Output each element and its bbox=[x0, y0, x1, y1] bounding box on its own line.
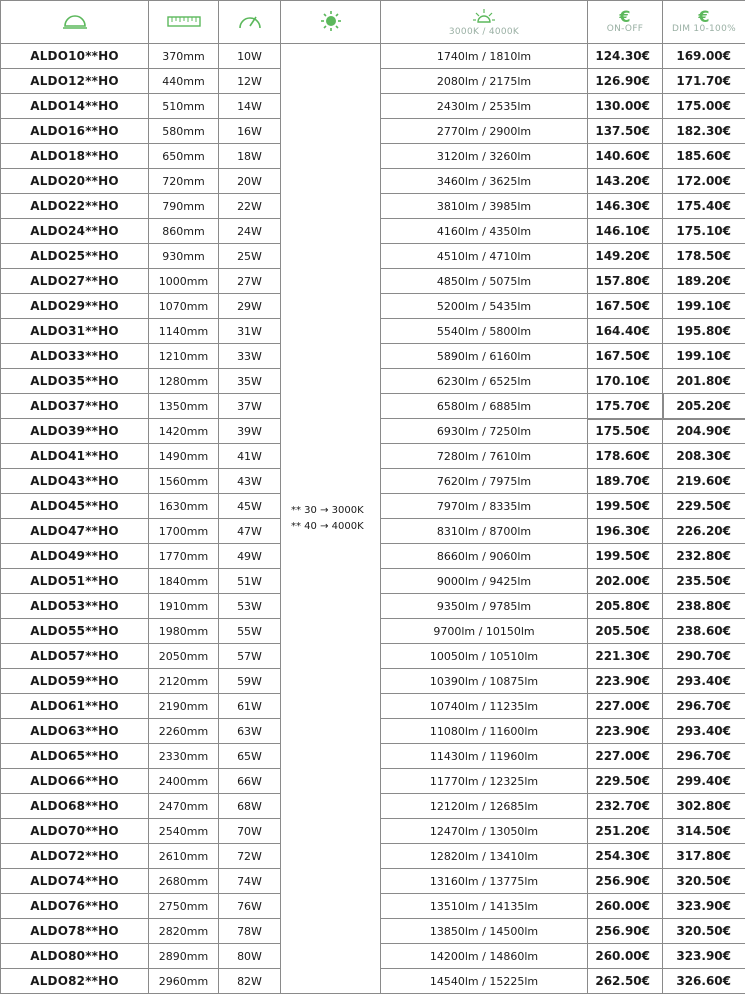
onoff-price-cell: 167.50€ bbox=[588, 344, 663, 369]
onoff-price-cell: 199.50€ bbox=[588, 494, 663, 519]
lumen-cell: 9350lm / 9785lm bbox=[381, 594, 588, 619]
onoff-price-cell: 146.30€ bbox=[588, 194, 663, 219]
header-row bbox=[1, 1, 745, 44]
onoff-price-cell: 223.90€ bbox=[588, 719, 663, 744]
model-cell: ALDO45**HO bbox=[1, 494, 149, 519]
model-cell: ALDO47**HO bbox=[1, 519, 149, 544]
table-body bbox=[1, 44, 745, 994]
model-cell: ALDO43**HO bbox=[1, 469, 149, 494]
length-cell: 1280mm bbox=[149, 369, 219, 394]
length-cell: 1210mm bbox=[149, 344, 219, 369]
length-cell: 1350mm bbox=[149, 394, 219, 419]
lumen-header bbox=[381, 1, 588, 44]
lumen-cell: 8310lm / 8700lm bbox=[381, 519, 588, 544]
dim-header bbox=[663, 1, 745, 44]
power-cell: 59W bbox=[219, 669, 281, 694]
model-cell: ALDO57**HO bbox=[1, 644, 149, 669]
dim-price-cell: 232.80€ bbox=[663, 544, 745, 569]
temperature-note-line: ** 30 → 3000K bbox=[281, 503, 380, 519]
model-cell: ALDO49**HO bbox=[1, 544, 149, 569]
model-cell: ALDO63**HO bbox=[1, 719, 149, 744]
onoff-price-cell: 130.00€ bbox=[588, 94, 663, 119]
dim-price-cell: 314.50€ bbox=[663, 819, 745, 844]
model-cell: ALDO25**HO bbox=[1, 244, 149, 269]
lumen-cell: 9000lm / 9425lm bbox=[381, 569, 588, 594]
length-cell: 790mm bbox=[149, 194, 219, 219]
onoff-price-cell: 164.40€ bbox=[588, 319, 663, 344]
lumen-cell: 5540lm / 5800lm bbox=[381, 319, 588, 344]
dim-price-cell: 317.80€ bbox=[663, 844, 745, 869]
sun-rays-icon bbox=[471, 8, 497, 24]
length-cell: 1630mm bbox=[149, 494, 219, 519]
onoff-price-cell: 140.60€ bbox=[588, 144, 663, 169]
power-cell: 33W bbox=[219, 344, 281, 369]
onoff-price-cell: 167.50€ bbox=[588, 294, 663, 319]
onoff-price-cell: 137.50€ bbox=[588, 119, 663, 144]
lumen-cell: 11430lm / 11960lm bbox=[381, 744, 588, 769]
onoff-price-cell: 229.50€ bbox=[588, 769, 663, 794]
lumen-cell: 13850lm / 14500lm bbox=[381, 919, 588, 944]
model-cell: ALDO18**HO bbox=[1, 144, 149, 169]
power-cell: 72W bbox=[219, 844, 281, 869]
power-cell: 76W bbox=[219, 894, 281, 919]
length-cell: 2540mm bbox=[149, 819, 219, 844]
onoff-price-cell: 149.20€ bbox=[588, 244, 663, 269]
onoff-price-cell: 146.10€ bbox=[588, 219, 663, 244]
length-cell: 1000mm bbox=[149, 269, 219, 294]
model-cell: ALDO80**HO bbox=[1, 944, 149, 969]
dim-price-cell: 293.40€ bbox=[663, 669, 745, 694]
length-cell: 2610mm bbox=[149, 844, 219, 869]
length-cell: 2820mm bbox=[149, 919, 219, 944]
onoff-price-cell: 196.30€ bbox=[588, 519, 663, 544]
lumen-cell: 5200lm / 5435lm bbox=[381, 294, 588, 319]
length-cell: 2680mm bbox=[149, 869, 219, 894]
lumen-cell: 10390lm / 10875lm bbox=[381, 669, 588, 694]
model-cell: ALDO66**HO bbox=[1, 769, 149, 794]
power-cell: 22W bbox=[219, 194, 281, 219]
power-cell: 39W bbox=[219, 419, 281, 444]
onoff-price-cell: 126.90€ bbox=[588, 69, 663, 94]
lumen-cell: 6930lm / 7250lm bbox=[381, 419, 588, 444]
lumen-cell: 7280lm / 7610lm bbox=[381, 444, 588, 469]
dim-price-cell: 182.30€ bbox=[663, 119, 745, 144]
model-cell: ALDO24**HO bbox=[1, 219, 149, 244]
dim-price-cell: 185.60€ bbox=[663, 144, 745, 169]
temperature-header bbox=[281, 1, 381, 44]
length-cell: 510mm bbox=[149, 94, 219, 119]
model-cell: ALDO82**HO bbox=[1, 969, 149, 994]
model-cell: ALDO74**HO bbox=[1, 869, 149, 894]
length-cell: 1560mm bbox=[149, 469, 219, 494]
model-cell: ALDO61**HO bbox=[1, 694, 149, 719]
onoff-price-cell: 221.30€ bbox=[588, 644, 663, 669]
gauge-icon bbox=[237, 11, 263, 31]
model-cell: ALDO27**HO bbox=[1, 269, 149, 294]
model-cell: ALDO51**HO bbox=[1, 569, 149, 594]
power-cell: 45W bbox=[219, 494, 281, 519]
onoff-price-cell: 178.60€ bbox=[588, 444, 663, 469]
onoff-price-cell: 205.80€ bbox=[588, 594, 663, 619]
power-cell: 31W bbox=[219, 319, 281, 344]
lumen-cell: 9700lm / 10150lm bbox=[381, 619, 588, 644]
lumen-cell: 12820lm / 13410lm bbox=[381, 844, 588, 869]
model-cell: ALDO31**HO bbox=[1, 319, 149, 344]
dim-price-cell: 226.20€ bbox=[663, 519, 745, 544]
length-cell: 1070mm bbox=[149, 294, 219, 319]
length-cell: 1140mm bbox=[149, 319, 219, 344]
power-cell: 24W bbox=[219, 219, 281, 244]
onoff-price-cell: 262.50€ bbox=[588, 969, 663, 994]
dim-price-cell: 195.80€ bbox=[663, 319, 745, 344]
lumen-header-label: 3000K / 4000K bbox=[381, 27, 587, 37]
power-cell: 25W bbox=[219, 244, 281, 269]
model-cell: ALDO41**HO bbox=[1, 444, 149, 469]
onoff-price-cell: 202.00€ bbox=[588, 569, 663, 594]
dim-price-cell: 205.20€ bbox=[663, 394, 745, 419]
power-cell: 35W bbox=[219, 369, 281, 394]
model-cell: ALDO70**HO bbox=[1, 819, 149, 844]
length-cell: 2050mm bbox=[149, 644, 219, 669]
power-cell: 82W bbox=[219, 969, 281, 994]
dim-price-cell: 235.50€ bbox=[663, 569, 745, 594]
temperature-note-line: ** 40 → 4000K bbox=[281, 519, 380, 535]
length-cell: 1700mm bbox=[149, 519, 219, 544]
onoff-price-cell: 227.00€ bbox=[588, 744, 663, 769]
onoff-price-cell: 256.90€ bbox=[588, 919, 663, 944]
power-header bbox=[219, 1, 281, 44]
dim-price-cell: 169.00€ bbox=[663, 44, 745, 69]
dim-price-cell: 290.70€ bbox=[663, 644, 745, 669]
dim-price-cell: 323.90€ bbox=[663, 944, 745, 969]
model-cell: ALDO29**HO bbox=[1, 294, 149, 319]
dim-price-cell: 293.40€ bbox=[663, 719, 745, 744]
lumen-cell: 6230lm / 6525lm bbox=[381, 369, 588, 394]
power-cell: 70W bbox=[219, 819, 281, 844]
onoff-price-cell: 175.70€ bbox=[588, 394, 663, 419]
onoff-price-cell: 157.80€ bbox=[588, 269, 663, 294]
power-cell: 41W bbox=[219, 444, 281, 469]
length-cell: 440mm bbox=[149, 69, 219, 94]
power-cell: 65W bbox=[219, 744, 281, 769]
table-row bbox=[1, 44, 745, 69]
dim-price-cell: 219.60€ bbox=[663, 469, 745, 494]
model-cell: ALDO22**HO bbox=[1, 194, 149, 219]
lumen-cell: 13160lm / 13775lm bbox=[381, 869, 588, 894]
model-cell: ALDO35**HO bbox=[1, 369, 149, 394]
lumen-cell: 14200lm / 14860lm bbox=[381, 944, 588, 969]
model-cell: ALDO37**HO bbox=[1, 394, 149, 419]
length-cell: 2890mm bbox=[149, 944, 219, 969]
lumen-cell: 4510lm / 4710lm bbox=[381, 244, 588, 269]
lumen-cell: 8660lm / 9060lm bbox=[381, 544, 588, 569]
model-cell: ALDO59**HO bbox=[1, 669, 149, 694]
dim-header-label: DIM 10-100% bbox=[663, 24, 745, 34]
power-cell: 74W bbox=[219, 869, 281, 894]
power-cell: 20W bbox=[219, 169, 281, 194]
onoff-price-cell: 189.70€ bbox=[588, 469, 663, 494]
onoff-price-cell: 256.90€ bbox=[588, 869, 663, 894]
model-cell: ALDO10**HO bbox=[1, 44, 149, 69]
power-cell: 66W bbox=[219, 769, 281, 794]
lumen-cell: 11770lm / 12325lm bbox=[381, 769, 588, 794]
dim-price-cell: 175.40€ bbox=[663, 194, 745, 219]
lumen-cell: 4160lm / 4350lm bbox=[381, 219, 588, 244]
power-cell: 63W bbox=[219, 719, 281, 744]
lumen-cell: 12470lm / 13050lm bbox=[381, 819, 588, 844]
power-cell: 43W bbox=[219, 469, 281, 494]
dim-price-cell: 323.90€ bbox=[663, 894, 745, 919]
power-cell: 68W bbox=[219, 794, 281, 819]
dim-price-cell: 199.10€ bbox=[663, 344, 745, 369]
model-cell: ALDO65**HO bbox=[1, 744, 149, 769]
onoff-price-cell: 205.50€ bbox=[588, 619, 663, 644]
dim-price-cell: 238.60€ bbox=[663, 619, 745, 644]
dim-price-cell: 238.80€ bbox=[663, 594, 745, 619]
onoff-price-cell: 260.00€ bbox=[588, 894, 663, 919]
dim-price-cell: 175.10€ bbox=[663, 219, 745, 244]
length-cell: 2120mm bbox=[149, 669, 219, 694]
power-cell: 51W bbox=[219, 569, 281, 594]
model-header bbox=[1, 1, 149, 44]
length-header bbox=[149, 1, 219, 44]
dim-price-cell: 208.30€ bbox=[663, 444, 745, 469]
dim-price-cell: 299.40€ bbox=[663, 769, 745, 794]
lumen-cell: 3460lm / 3625lm bbox=[381, 169, 588, 194]
onoff-price-cell: 227.00€ bbox=[588, 694, 663, 719]
model-cell: ALDO53**HO bbox=[1, 594, 149, 619]
onoff-header bbox=[588, 1, 663, 44]
power-cell: 57W bbox=[219, 644, 281, 669]
lumen-cell: 10740lm / 11235lm bbox=[381, 694, 588, 719]
lumen-cell: 11080lm / 11600lm bbox=[381, 719, 588, 744]
dim-price-cell: 296.70€ bbox=[663, 744, 745, 769]
length-cell: 580mm bbox=[149, 119, 219, 144]
power-cell: 78W bbox=[219, 919, 281, 944]
dim-price-cell: 204.90€ bbox=[663, 419, 745, 444]
power-cell: 80W bbox=[219, 944, 281, 969]
length-cell: 1840mm bbox=[149, 569, 219, 594]
onoff-price-cell: 170.10€ bbox=[588, 369, 663, 394]
length-cell: 2400mm bbox=[149, 769, 219, 794]
lumen-cell: 2430lm / 2535lm bbox=[381, 94, 588, 119]
dim-price-cell: 172.00€ bbox=[663, 169, 745, 194]
power-cell: 27W bbox=[219, 269, 281, 294]
power-cell: 37W bbox=[219, 394, 281, 419]
model-cell: ALDO14**HO bbox=[1, 94, 149, 119]
lumen-cell: 10050lm / 10510lm bbox=[381, 644, 588, 669]
dim-price-cell: 199.10€ bbox=[663, 294, 745, 319]
onoff-price-cell: 124.30€ bbox=[588, 44, 663, 69]
ruler-icon bbox=[167, 14, 201, 28]
model-cell: ALDO68**HO bbox=[1, 794, 149, 819]
length-cell: 720mm bbox=[149, 169, 219, 194]
onoff-price-cell: 232.70€ bbox=[588, 794, 663, 819]
model-cell: ALDO20**HO bbox=[1, 169, 149, 194]
model-cell: ALDO78**HO bbox=[1, 919, 149, 944]
model-cell: ALDO76**HO bbox=[1, 894, 149, 919]
power-cell: 53W bbox=[219, 594, 281, 619]
euro-onoff-symbol: € bbox=[588, 10, 662, 24]
dim-price-cell: 189.20€ bbox=[663, 269, 745, 294]
dim-price-cell: 171.70€ bbox=[663, 69, 745, 94]
power-cell: 12W bbox=[219, 69, 281, 94]
lumen-cell: 7970lm / 8335lm bbox=[381, 494, 588, 519]
length-cell: 1980mm bbox=[149, 619, 219, 644]
length-cell: 370mm bbox=[149, 44, 219, 69]
lumen-cell: 2770lm / 2900lm bbox=[381, 119, 588, 144]
length-cell: 930mm bbox=[149, 244, 219, 269]
power-cell: 10W bbox=[219, 44, 281, 69]
power-cell: 47W bbox=[219, 519, 281, 544]
model-cell: ALDO39**HO bbox=[1, 419, 149, 444]
lumen-cell: 1740lm / 1810lm bbox=[381, 44, 588, 69]
model-cell: ALDO16**HO bbox=[1, 119, 149, 144]
dim-price-cell: 201.80€ bbox=[663, 369, 745, 394]
dim-price-cell: 178.50€ bbox=[663, 244, 745, 269]
lumen-cell: 3120lm / 3260lm bbox=[381, 144, 588, 169]
lumen-cell: 14540lm / 15225lm bbox=[381, 969, 588, 994]
dim-price-cell: 302.80€ bbox=[663, 794, 745, 819]
dim-price-cell: 320.50€ bbox=[663, 919, 745, 944]
onoff-header-label: ON-OFF bbox=[588, 24, 662, 34]
lumen-cell: 6580lm / 6885lm bbox=[381, 394, 588, 419]
power-cell: 49W bbox=[219, 544, 281, 569]
power-cell: 16W bbox=[219, 119, 281, 144]
euro-dim-symbol: € bbox=[663, 10, 745, 24]
power-cell: 29W bbox=[219, 294, 281, 319]
sun-icon bbox=[320, 10, 342, 32]
power-cell: 18W bbox=[219, 144, 281, 169]
length-cell: 2960mm bbox=[149, 969, 219, 994]
lumen-cell: 2080lm / 2175lm bbox=[381, 69, 588, 94]
onoff-price-cell: 199.50€ bbox=[588, 544, 663, 569]
model-cell: ALDO33**HO bbox=[1, 344, 149, 369]
onoff-price-cell: 254.30€ bbox=[588, 844, 663, 869]
lumen-cell: 13510lm / 14135lm bbox=[381, 894, 588, 919]
length-cell: 1910mm bbox=[149, 594, 219, 619]
model-cell: ALDO55**HO bbox=[1, 619, 149, 644]
length-cell: 2470mm bbox=[149, 794, 219, 819]
length-cell: 2330mm bbox=[149, 744, 219, 769]
length-cell: 2750mm bbox=[149, 894, 219, 919]
onoff-price-cell: 223.90€ bbox=[588, 669, 663, 694]
length-cell: 650mm bbox=[149, 144, 219, 169]
power-cell: 14W bbox=[219, 94, 281, 119]
length-cell: 860mm bbox=[149, 219, 219, 244]
length-cell: 1490mm bbox=[149, 444, 219, 469]
temperature-note-cell bbox=[281, 44, 381, 994]
dim-price-cell: 296.70€ bbox=[663, 694, 745, 719]
onoff-price-cell: 143.20€ bbox=[588, 169, 663, 194]
lumen-cell: 5890lm / 6160lm bbox=[381, 344, 588, 369]
power-cell: 55W bbox=[219, 619, 281, 644]
onoff-price-cell: 251.20€ bbox=[588, 819, 663, 844]
onoff-price-cell: 260.00€ bbox=[588, 944, 663, 969]
model-cell: ALDO12**HO bbox=[1, 69, 149, 94]
onoff-price-cell: 175.50€ bbox=[588, 419, 663, 444]
dim-price-cell: 229.50€ bbox=[663, 494, 745, 519]
lumen-cell: 12120lm / 12685lm bbox=[381, 794, 588, 819]
dim-price-cell: 175.00€ bbox=[663, 94, 745, 119]
lumen-cell: 7620lm / 7975lm bbox=[381, 469, 588, 494]
length-cell: 2190mm bbox=[149, 694, 219, 719]
dim-price-cell: 320.50€ bbox=[663, 869, 745, 894]
power-cell: 61W bbox=[219, 694, 281, 719]
length-cell: 2260mm bbox=[149, 719, 219, 744]
lumen-cell: 4850lm / 5075lm bbox=[381, 269, 588, 294]
lamp-icon bbox=[61, 12, 89, 30]
length-cell: 1420mm bbox=[149, 419, 219, 444]
model-cell: ALDO72**HO bbox=[1, 844, 149, 869]
dim-price-cell: 326.60€ bbox=[663, 969, 745, 994]
lumen-cell: 3810lm / 3985lm bbox=[381, 194, 588, 219]
length-cell: 1770mm bbox=[149, 544, 219, 569]
